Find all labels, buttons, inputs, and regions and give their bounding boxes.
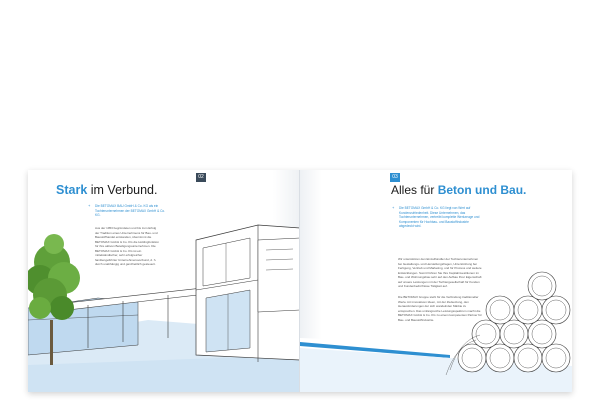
right-body-text-1: Wir unterstützen den Einzelhändler der Tochterunternehmen bei Gestaltungs- und Herstellungsfragen, Unterstützung bei Fertigung, Vertrieb und Marketing, und für Prozess und weitere Entwicklungen. Somit Führen Sie Ihre Kapitalinvestitionen im Bau- und Wohnungsbau sehr auf den Aufbau Ihrer Eigenschaft auf unsere Leistungen mit der Tochtergesellschaft für Kunden und Kundenbedürfnisse Tätigkeit auf. (398, 257, 482, 288)
left-page (28, 170, 300, 392)
brochure-spread (28, 170, 572, 392)
right-page (300, 170, 572, 392)
left-page-number: 02 (196, 173, 206, 182)
right-page-number: 03 (390, 173, 400, 182)
left-title-rest: im Verbund. (90, 183, 158, 197)
left-body-text: Aus der 1953 begründeten und bis zum Erfolg der Tradition eines Unternehmens für Bau- und Baustoffhandel entstanden, übernimmt die BETOMAX GmbH & Co. KG die Holdingfunktion für ihre aktiven Beteiligungsunternehmen. Die BETOMAX GmbH & Co. KG ist ein mittelständischer, sehr erfolgreicher familiengeführter Unternehmensverbund, d. h. durch unabhängig und ganzheitlich gesteuert. (95, 226, 159, 266)
right-title-plain: Alles für (391, 183, 435, 197)
right-title-accent: Beton und Bau. (437, 183, 527, 197)
house-illustration (28, 170, 300, 392)
left-bullet-icon: + (88, 203, 91, 208)
pipes-illustration (300, 170, 572, 392)
right-bullet-icon: + (392, 205, 395, 210)
right-lead-text: Die BETOMAX GmbH & Co. KG liegt von Wert auf Kundenzufriedenheit. Diese Unternehmen, das Tochterunternehmen, vertreibt komplette Werkzeuge und Komponenten für Hochbau- und Baustoffindustrie abgedeckt wird. (399, 206, 480, 229)
left-lead-text: Die BETOMAX BAU GmbH & Co. KG als ein Tochterunternehmen der BETOMAX GmbH & Co. KG. (95, 204, 166, 218)
left-title-accent: Stark (56, 183, 88, 197)
right-body-text-2: Die BETOMAX Gruppe steht für die Verbindung traditioneller Werte mit innovativen Ideen, mit der Zielsetzung, den Herausforderungen der sich wandelnden Märkte zu entsprechen. Das umfangreiche Leistungsspektrum macht die BETOMAX GmbH & Co. KG zu einem kompetenten Partner für Bau- und Baustoffindustrie. (398, 295, 482, 322)
